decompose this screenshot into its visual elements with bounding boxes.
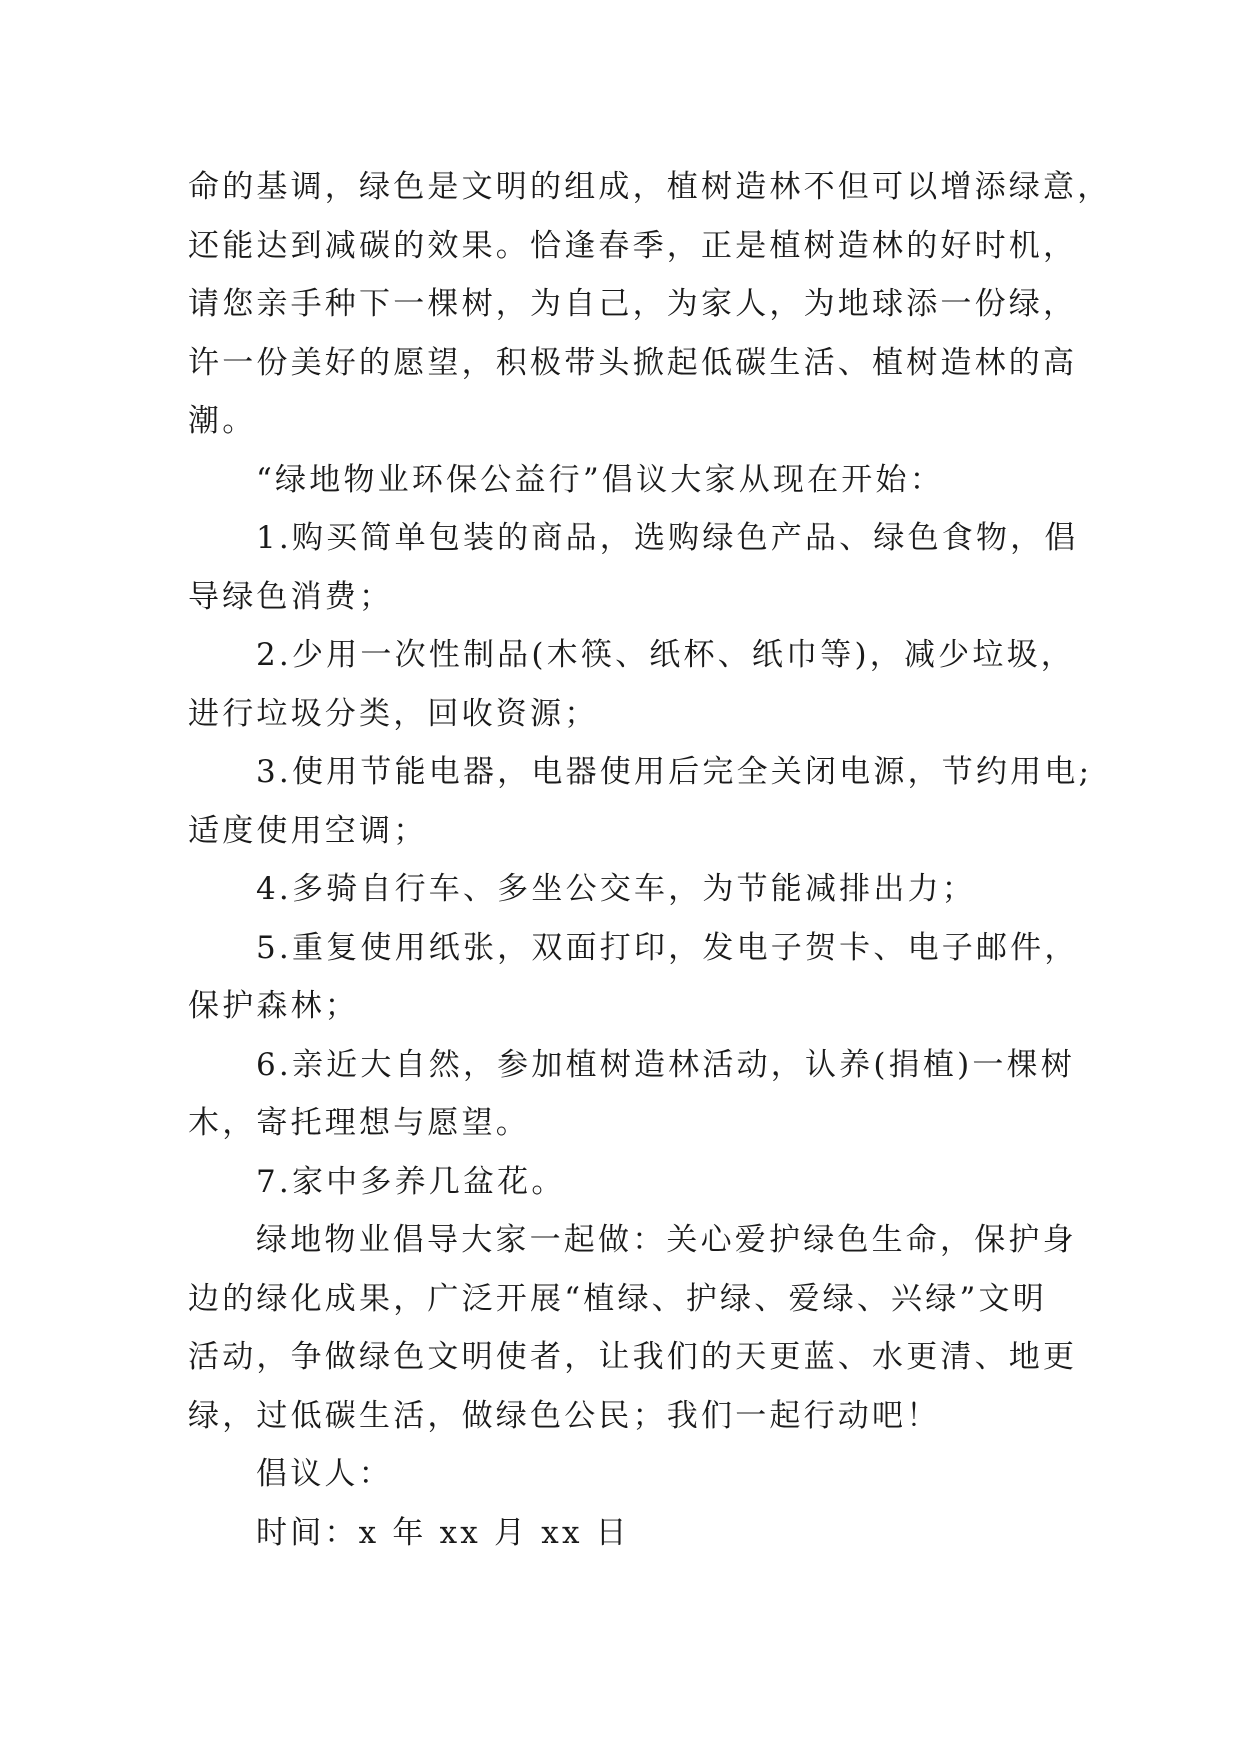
list-item-5-continued: 保护森林；: [188, 988, 359, 1024]
closing-paragraph-line: 边的绿化成果，广泛开展“植绿、护绿、爱绿、兴绿”文明: [188, 1280, 1047, 1317]
list-item-6: 6.亲近大自然，参加植树造林活动，认养(捐植)一棵树: [256, 1046, 1075, 1083]
list-item-2-continued: 进行垃圾分类，回收资源；: [188, 695, 599, 732]
document-body: [188, 158, 1112, 1562]
list-item-3: 3.使用节能电器，电器使用后完全关闭电源，节约用电;: [256, 754, 1093, 790]
list-item-1: 1.购买简单包装的商品，选购绿色产品、绿色食物，倡: [256, 520, 1079, 556]
paragraph-line: 潮。: [188, 403, 257, 439]
paragraph-line: 命的基调，绿色是文明的组成，植树造林不但可以增添绿意，: [188, 169, 1112, 205]
closing-paragraph: 绿地物业倡导大家一起做：关心爱护绿色生命，保护身: [256, 1222, 1077, 1258]
closing-paragraph-line: 活动，争做绿色文明使者，让我们的天更蓝、水更清、地更: [188, 1339, 1078, 1375]
initiative-intro: “绿地物业环保公益行”倡议大家从现在开始：: [256, 461, 944, 498]
list-item-3-continued: 适度使用空调；: [188, 812, 428, 849]
signatory-label: 倡议人：: [256, 1456, 393, 1492]
list-item-6-continued: 木，寄托理想与愿望。: [188, 1105, 530, 1141]
list-item-7: 7.家中多养几盆花。: [256, 1163, 566, 1200]
paragraph-line: 许一份美好的愿望，积极带头掀起低碳生活、植树造林的高: [188, 344, 1078, 381]
list-item-5: 5.重复使用纸张，双面打印，发电子贺卡、电子邮件，: [256, 929, 1079, 966]
list-item-1-continued: 导绿色消费；: [188, 578, 394, 615]
closing-paragraph-line: 绿，过低碳生活，做绿色公民；我们一起行动吧！: [188, 1397, 941, 1434]
list-item-4: 4.多骑自行车、多坐公交车，为节能减排出力；: [256, 871, 976, 907]
paragraph-line: 请您亲手种下一棵树，为自己，为家人，为地球添一份绿，: [188, 286, 1078, 322]
date-line: 时间：x 年 xx 月 xx 日: [256, 1514, 630, 1551]
paragraph-line: 还能达到减碳的效果。恰逢春季，正是植树造林的好时机，: [188, 227, 1078, 264]
list-item-2: 2.少用一次性制品(木筷、纸杯、纸巾等)，减少垃圾，: [256, 637, 1075, 673]
